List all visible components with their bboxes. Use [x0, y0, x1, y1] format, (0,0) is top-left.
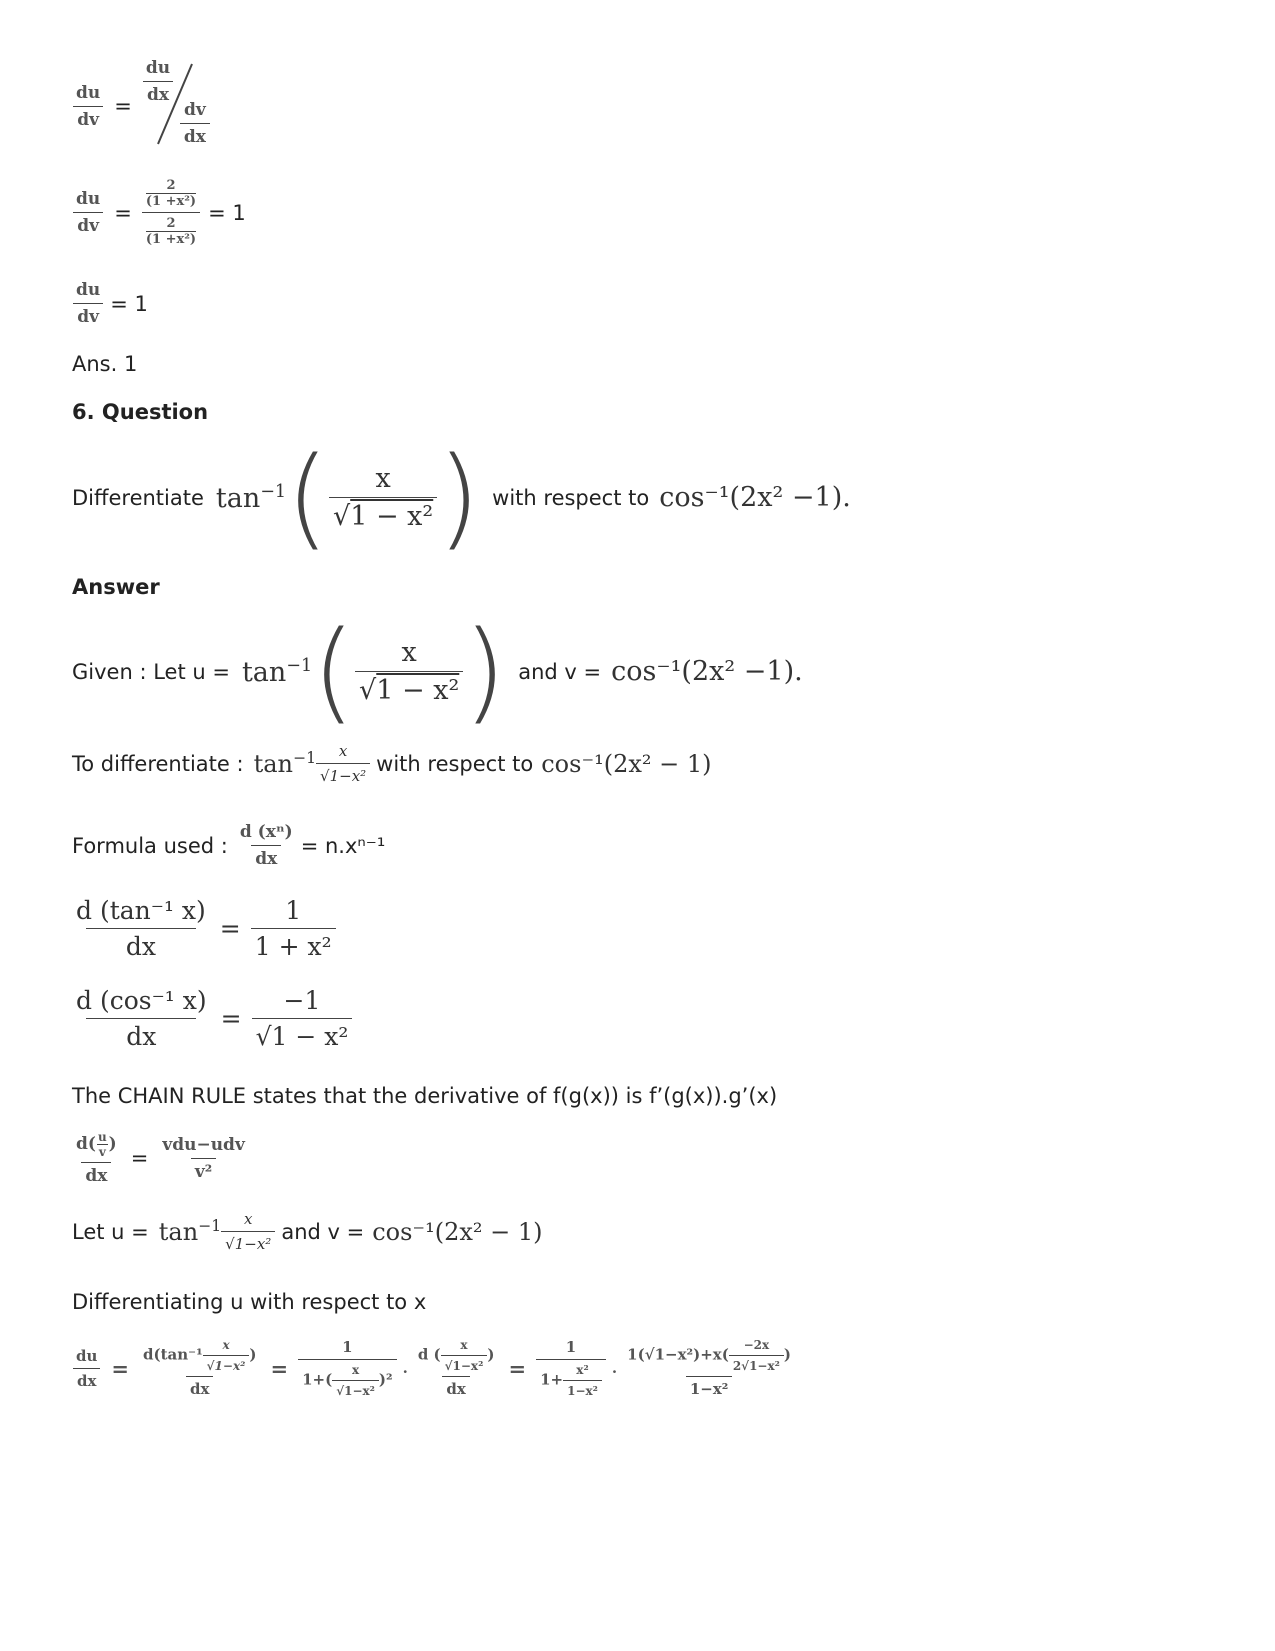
- question-heading: 6. Question: [72, 400, 209, 424]
- differentiating-u-text: Differentiating u with respect to x: [72, 1290, 427, 1314]
- let-u-v-statement: Let u = $\tan^{-1}$ $\frac{x}{\text{√1−x²}}$ and v = cos⁻¹(2x² − 1): [72, 1210, 543, 1253]
- equation-du-dv-substituted: $\frac{du}{dv}$ = 2 (1 +x²) 2 (1 +x²) = 1: [72, 178, 256, 247]
- compound-fraction: $\frac{du}{dx}$ $\frac{dv}{dx}$: [142, 58, 212, 154]
- formula-used: Formula used : $\frac{\text{d (xⁿ)}}{dx}$ = n.xⁿ⁻¹: [72, 822, 386, 869]
- fraction-x-over-sqrt: $\frac{x}{\text{√1 − x²}}$: [329, 463, 437, 532]
- quotient-rule: d( $\frac{u}{v}$ ) dx = $\frac{\text{vdu−udv}}{\text{v²}}$: [76, 1130, 245, 1186]
- formula-arccos-derivative: $\frac{\text{d (cos⁻¹ x)}}{dx}$ = $\frac{-1}{\text{√1 − x²}}$: [72, 986, 352, 1051]
- question-statement: Differentiate $\tan^{-1}$ ( $\frac{x}{\text{√1 − x²}}$ ) with respect to cos⁻¹(2x² −1).: [72, 433, 851, 561]
- answer-heading: Answer: [72, 575, 160, 599]
- term-simplified: 1 1+ $\frac{\text{x²}}{\text{1−x²}}$: [536, 1338, 606, 1398]
- answer-line: Ans. 1: [72, 352, 138, 376]
- to-differentiate-statement: To differentiate : $\tan^{-1}$ $\frac{x}{\text{√1−x²}}$ with respect to cos⁻¹(2x² − 1): [72, 742, 712, 785]
- term-arctan-derivative: 1 1+( $\frac{x}{\text{√1−x²}}$ )²: [298, 1338, 397, 1398]
- formula-arctan-derivative: $\frac{\text{d (tan⁻¹ x)}}{dx}$ = $\frac{1}{\text{1 + x²}}$: [72, 896, 336, 961]
- fraction-du-dv: $\frac{du}{dv}$: [72, 83, 104, 130]
- given-statement: Given : Let u = $\tan^{-1}$ ( $\frac{x}{\text{√1 − x²}}$ ) and v = cos⁻¹(2x² −1).: [72, 607, 803, 735]
- chain-rule-text: The CHAIN RULE states that the derivative of f(g(x)) is f’(g(x)).g’(x): [72, 1084, 778, 1108]
- term-d-arctan: d(tan⁻¹ $\frac{x}{\text{√1−x²}}$ ) dx: [143, 1338, 257, 1398]
- term-quotient-expansion: 1(√1−x²)+x( $\frac{-2x}{\text{2√1−x²}}$ ) 1−x²: [627, 1338, 791, 1398]
- term-d-inner: d ( $\frac{x}{\text{√1−x²}}$ ) dx: [417, 1338, 495, 1398]
- equation-du-dv-result: $\frac{du}{dv}$ = 1: [72, 280, 158, 327]
- stacked-fraction: 2 (1 +x²) 2 (1 +x²): [142, 178, 200, 247]
- equation-du-dv-ratio: $\frac{du}{dv}$ = $\frac{du}{dx}$ $\frac{dv}{dx}$: [72, 58, 212, 154]
- du-dx-derivation: $\frac{du}{dx}$ = d(tan⁻¹ $\frac{x}{\text{√1−x²}}$ ) dx = 1 1+( $\frac{x}{\text{√1−x²}}$ )² . d ( $\frac{x}{\text{√1−x²}}$ ) dx = 1 1+ $\frac{\text{x²}}{\text{1−x²}}$ . 1(√1−x²)+x( $\frac{-2x}{\text{2√1−x²}}$ ) 1−x²: [72, 1338, 795, 1398]
